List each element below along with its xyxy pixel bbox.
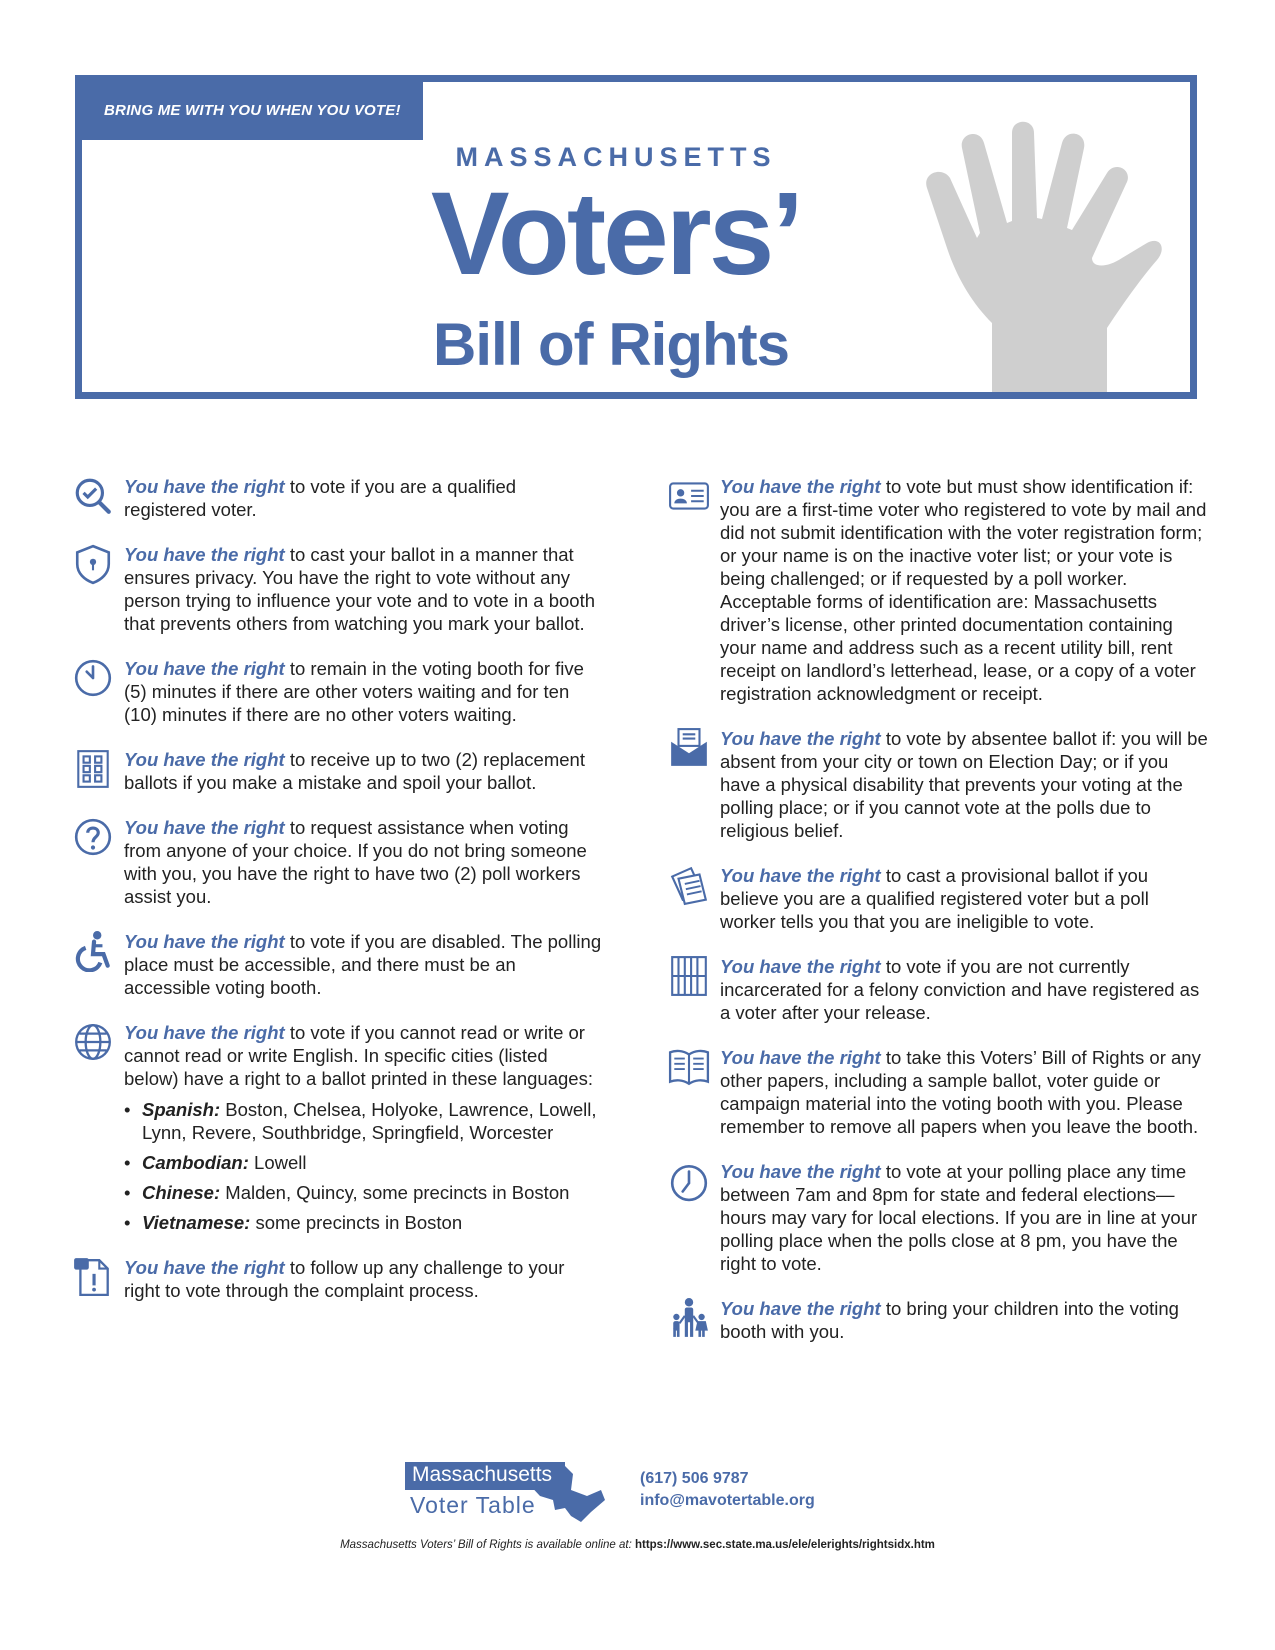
wheelchair-icon xyxy=(72,930,114,972)
availability-link[interactable]: https://www.sec.state.ma.us/ele/elerights/rightsidx.htm xyxy=(634,1539,935,1551)
phone: (617) 506 9787 xyxy=(640,1470,749,1487)
main-title: Voters’ xyxy=(430,168,802,300)
clock-icon xyxy=(668,1160,710,1202)
right-item-hours: You have the right to vote at your polling place any time between 7am and 8pm for state and federal elections—hours may vary for local elections. If you are in line at your polling place when the polls close at 8 pm, you have the right to vote. xyxy=(668,1160,1208,1275)
right-item-provisional: You have the right to cast a provisional ballot if you believe you are a qualified registered voter but a poll worker tells you that you are ineligible to vote. xyxy=(668,864,1208,933)
right-item-complaint: You have the right to follow up any challenge to your right to vote through the complaint process. xyxy=(72,1256,602,1302)
envelope-icon xyxy=(668,727,710,769)
right-item-languages: You have the right to vote if you cannot read or write or cannot read or write English. In specific cities (listed below) have a right to a ballot printed in these languages: • Spanish: Boston, Chelsea, Holyoke, Lawrence, Lowell, Lynn, Revere, Southbridge, Springfield, Worcester • Cambodian: Lowell • Chinese: Malden, Quincy, some precincts in Boston • Vietnamese: some precincts in Boston xyxy=(72,1021,602,1234)
right-item-booth-time: You have the right to remain in the voting booth for five (5) minutes if there are other voters waiting and for ten (10) minutes if there are no other voters waiting. xyxy=(72,657,602,726)
open-book-icon xyxy=(668,1046,710,1088)
documents-icon xyxy=(668,864,710,906)
sub-title: Bill of Rights xyxy=(433,311,789,378)
right-item-felony: You have the right to vote if you are not currently incarcerated for a felony conviction and have registered as a voter after your release. xyxy=(668,955,1208,1024)
state-title: MASSACHUSETTS xyxy=(455,142,777,172)
right-item-replacement-ballots: You have the right to receive up to two (2) replacement ballots if you make a mistake and spoil your ballot. xyxy=(72,748,602,794)
right-item-papers: You have the right to take this Voters’ Bill of Rights or any other papers, including a sample ballot, voter guide or campaign material into the voting booth with you. Please remember to remove all papers when you leave the booth. xyxy=(668,1046,1208,1138)
complaint-icon xyxy=(72,1256,114,1298)
right-item-assistance: You have the right to request assistance when voting from anyone of your choice. If you do not bring someone with you, you have the right to have two (2) poll workers assist you. xyxy=(72,816,602,908)
question-icon xyxy=(72,816,114,858)
list-item: • Spanish: Boston, Chelsea, Holyoke, Lawrence, Lowell, Lynn, Revere, Southbridge, Springfield, Worcester xyxy=(124,1098,602,1144)
family-icon xyxy=(668,1297,710,1339)
logo-line2: Voter Table xyxy=(410,1492,536,1518)
language-list xyxy=(124,1098,602,1234)
right-column xyxy=(668,475,1208,1365)
bring-me-tag: BRING ME WITH YOU WHEN YOU VOTE! xyxy=(82,82,423,140)
list-item: • Chinese: Malden, Quincy, some precincts in Boston xyxy=(124,1181,602,1204)
contact-info xyxy=(640,1468,815,1512)
right-item-qualified: You have the right to vote if you are a qualified registered voter. xyxy=(72,475,602,521)
globe-icon xyxy=(72,1021,114,1063)
logo-line1: Massachusetts xyxy=(406,1462,558,1488)
list-item: • Vietnamese: some precincts in Boston xyxy=(124,1211,602,1234)
magnifier-check-icon xyxy=(72,475,114,517)
jail-bars-icon xyxy=(668,955,710,997)
email[interactable]: info@mavotertable.org xyxy=(640,1492,815,1509)
ballot-grid-icon xyxy=(72,748,114,790)
shield-lock-icon xyxy=(72,543,114,585)
right-item-absentee: You have the right to vote by absentee ballot if: you will be absent from your city or town on Election Day; or if you have a physical disability that prevents your voting at the polling place; or if you cannot vote at the polls due to religious belief. xyxy=(668,727,1208,842)
right-item-identification: You have the right to vote but must show identification if: you are a first-time voter who registered to vote by mail and did not submit identification with the voter registration form; or your name is on the inactive voter list; or your vote is being challenged; or if requested by a poll worker. Acceptable forms of identification are: Massachusetts driver’s license, other printed documentation containing your name and address such as a recent utility bill, rent receipt on landlord’s letterhead, lease, or a copy of a voter registration acknowledgment or receipt. xyxy=(668,475,1208,705)
header-box xyxy=(75,75,1197,399)
clock-icon xyxy=(72,657,114,699)
right-item-disabled: You have the right to vote if you are disabled. The polling place must be accessible, and there must be an accessible voting booth. xyxy=(72,930,602,999)
raised-hand-icon xyxy=(922,118,1162,399)
right-item-children: You have the right to bring your children into the voting booth with you. xyxy=(668,1297,1208,1343)
right-item-privacy: You have the right to cast your ballot in a manner that ensures privacy. You have the right to vote without any person trying to influence your vote and to vote in a booth that prevents others from watching you mark your ballot. xyxy=(72,543,602,635)
left-column xyxy=(72,475,602,1324)
id-card-icon xyxy=(668,475,710,517)
availability-note: Massachusetts Voters’ Bill of Rights is available online at: https://www.sec.state.ma.us/ele/elerights/rightsidx.htm xyxy=(340,1539,935,1551)
list-item: • Cambodian: Lowell xyxy=(124,1151,602,1174)
